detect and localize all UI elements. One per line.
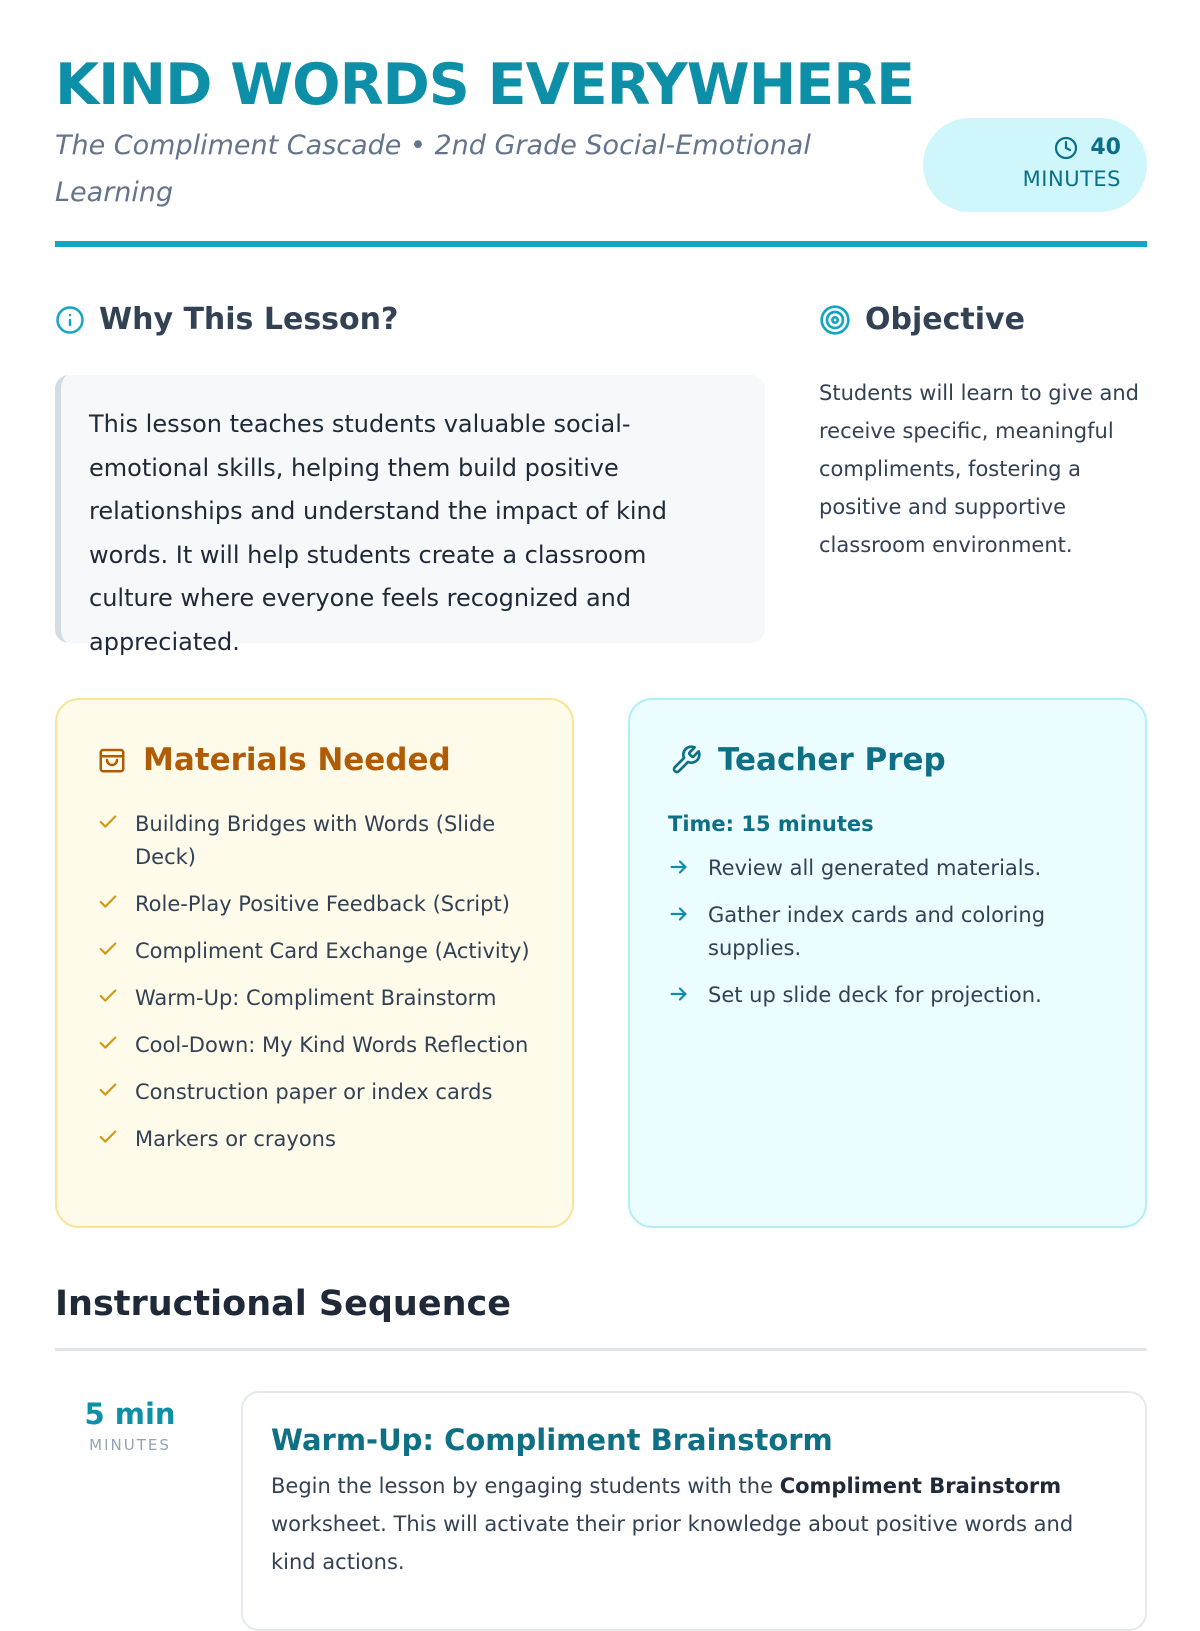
why-body: This lesson teaches students valuable social-emotional skills, helping them build positive relationships and understand the impact of kind words. It will help students create a classroom culture where everyone feels recognized and appreciated.: [89, 410, 667, 656]
prep-heading: Teacher Prep: [718, 742, 946, 778]
lesson-subtitle: The Compliment Cascade • 2nd Grade Social-Emotional Learning: [55, 130, 811, 208]
prep-step-label: Set up slide deck for projection.: [708, 983, 1042, 1007]
materials-list: [97, 808, 537, 1170]
duration-badge: [923, 118, 1147, 212]
duration-unit: MINUTES: [1022, 167, 1121, 191]
prep-list: [668, 852, 1108, 1026]
list-item: [97, 808, 537, 874]
check-icon: [97, 1029, 121, 1062]
list-item: [97, 888, 537, 921]
arrow-right-icon: [668, 979, 694, 1012]
step-text: worksheet. This will activate their prior knowledge about positive words and kind actions.: [271, 1512, 1074, 1574]
step-title: Warm-Up: Compliment Brainstorm: [271, 1423, 833, 1457]
materials-heading: Materials Needed: [143, 742, 451, 778]
material-label: Cool-Down: My Kind Words Reflection: [135, 1033, 529, 1057]
step-duration-value: 5 min: [84, 1397, 176, 1431]
check-icon: [97, 982, 121, 1015]
lesson-title: KIND WORDS EVERYWHERE: [55, 52, 915, 118]
list-item: [97, 1029, 537, 1062]
list-item: [97, 1123, 537, 1156]
list-item: [668, 899, 1108, 965]
materials-card: [55, 698, 574, 1228]
list-item: [668, 852, 1108, 885]
check-icon: [97, 1076, 121, 1109]
step-duration-unit: MINUTES: [89, 1436, 171, 1454]
material-label: Building Bridges with Words (Slide Deck): [135, 812, 496, 869]
prep-time: Time: 15 minutes: [668, 812, 874, 836]
clock-icon: [1054, 136, 1078, 160]
objective-body: Students will learn to give and receive specific, meaningful compliments, fostering a positive and supportive classroom environment.: [819, 381, 1139, 557]
step-duration: [55, 1396, 205, 1454]
target-icon: [819, 304, 851, 336]
sequence-divider: [55, 1348, 1147, 1351]
materials-heading-row: [97, 742, 451, 778]
list-item: [97, 982, 537, 1015]
arrow-right-icon: [668, 899, 694, 965]
prep-heading-row: [670, 742, 946, 778]
wrench-icon: [670, 744, 702, 776]
shopping-bag-icon: [97, 745, 127, 775]
arrow-right-icon: [668, 852, 694, 885]
check-icon: [97, 935, 121, 968]
check-icon: [97, 808, 121, 874]
list-item: [97, 935, 537, 968]
sequence-heading: Instructional Sequence: [55, 1284, 511, 1324]
header-divider: [55, 241, 1147, 247]
list-item: [97, 1076, 537, 1109]
objective-heading: Objective: [865, 302, 1025, 337]
why-heading: Why This Lesson?: [99, 302, 399, 337]
duration-value: 40: [1090, 135, 1121, 160]
check-icon: [97, 1123, 121, 1156]
teacher-prep-card: [628, 698, 1147, 1228]
material-label: Compliment Card Exchange (Activity): [135, 939, 530, 963]
list-item: [668, 979, 1108, 1012]
prep-step-label: Review all generated materials.: [708, 856, 1042, 880]
material-label: Warm-Up: Compliment Brainstorm: [135, 986, 497, 1010]
material-label: Construction paper or index cards: [135, 1080, 493, 1104]
step-material-name: Compliment Brainstorm: [779, 1474, 1062, 1498]
why-heading-row: [55, 302, 398, 337]
step-card: [241, 1391, 1147, 1631]
objective-heading-row: [819, 302, 1025, 337]
prep-step-label: Gather index cards and coloring supplies.: [708, 903, 1046, 960]
info-icon: [55, 305, 85, 335]
material-label: Role-Play Positive Feedback (Script): [135, 892, 510, 916]
step-description: [271, 1467, 1117, 1581]
why-callout: [55, 375, 765, 656]
step-text: Begin the lesson by engaging students with the: [271, 1474, 780, 1498]
check-icon: [97, 888, 121, 921]
material-label: Markers or crayons: [135, 1127, 336, 1151]
